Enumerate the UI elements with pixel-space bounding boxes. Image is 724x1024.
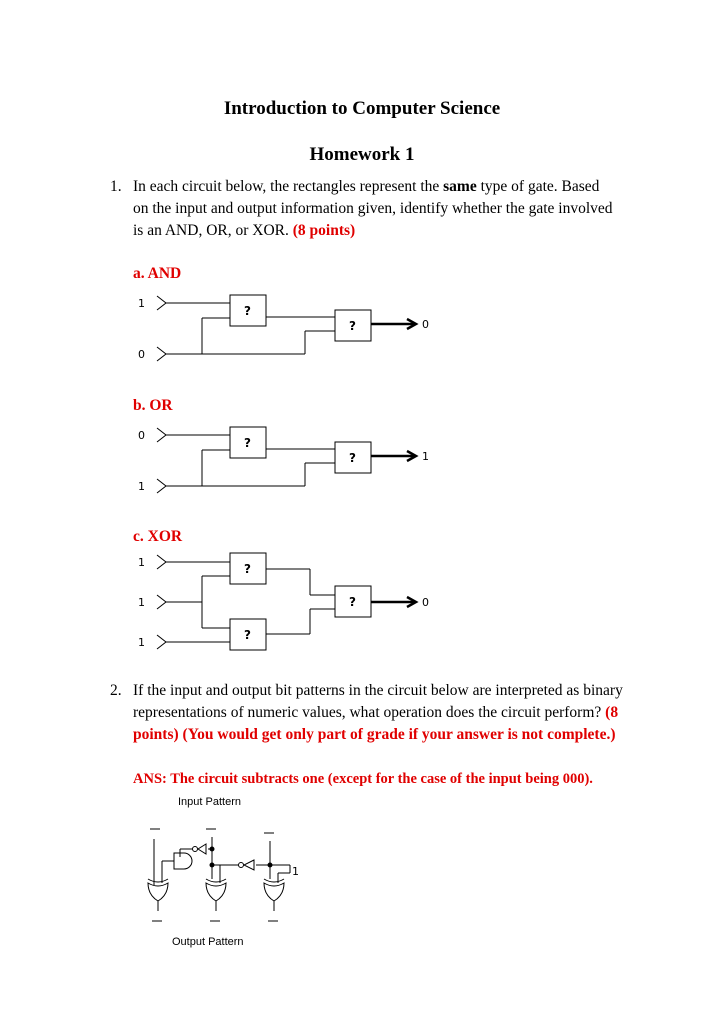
circuit-c-input-2: 1 (138, 596, 145, 609)
page-title: Introduction to Computer Science (223, 98, 501, 119)
input-pattern-caption: Input Pattern (178, 796, 241, 808)
q2-text: If the input and output bit patterns in the circuit below are interpreted as binary representations of numeric values, what operation does the circuit perform? (8 points) (You would get only part of grade if your answer is not complete.) (133, 682, 623, 743)
circuit-c-input-1: 1 (138, 556, 145, 569)
circuit-b-gate-1: ? (244, 436, 251, 450)
circuit-b-output: 1 (422, 450, 429, 463)
subtractor-diagram (140, 815, 320, 930)
circuit-c-gate-2: ? (244, 628, 251, 642)
circuit-c-output: 0 (422, 596, 429, 609)
page-subtitle: Homework 1 (309, 144, 415, 165)
circuit-a-gate-1: ? (244, 304, 251, 318)
output-pattern-caption: Output Pattern (172, 936, 244, 948)
q2-answer: ANS: The circuit subtracts one (except for the case of the input being 000). (133, 771, 593, 787)
circuit-a-input-1: 1 (138, 297, 145, 310)
circuit-c-diagram (130, 552, 450, 652)
circuit-c-gate-1: ? (244, 562, 251, 576)
circuit-a-label: a. AND (133, 265, 182, 282)
circuit-a-gate-2: ? (349, 319, 356, 333)
circuit-b-input-1: 0 (138, 429, 145, 442)
circuit-c-gate-3: ? (349, 595, 356, 609)
carry-in-label: 1 (292, 865, 299, 878)
circuit-b-diagram (130, 422, 450, 502)
circuit-a-diagram (130, 290, 450, 370)
circuit-a-input-2: 0 (138, 348, 145, 361)
circuit-c-input-3: 1 (138, 636, 145, 649)
circuit-c-label: c. XOR (133, 528, 183, 545)
circuit-a-output: 0 (422, 318, 429, 331)
q1-text: In each circuit below, the rectangles represent the same type of gate. Based on the input and output information given, identify whether the gate involved is an AND, OR, or XOR. (8 points) (133, 178, 613, 239)
circuit-b-input-2: 1 (138, 480, 145, 493)
circuit-b-label: b. OR (133, 397, 173, 414)
q1-number: 1. (110, 178, 122, 195)
circuit-b-gate-2: ? (349, 451, 356, 465)
q2-number: 2. (110, 682, 122, 699)
